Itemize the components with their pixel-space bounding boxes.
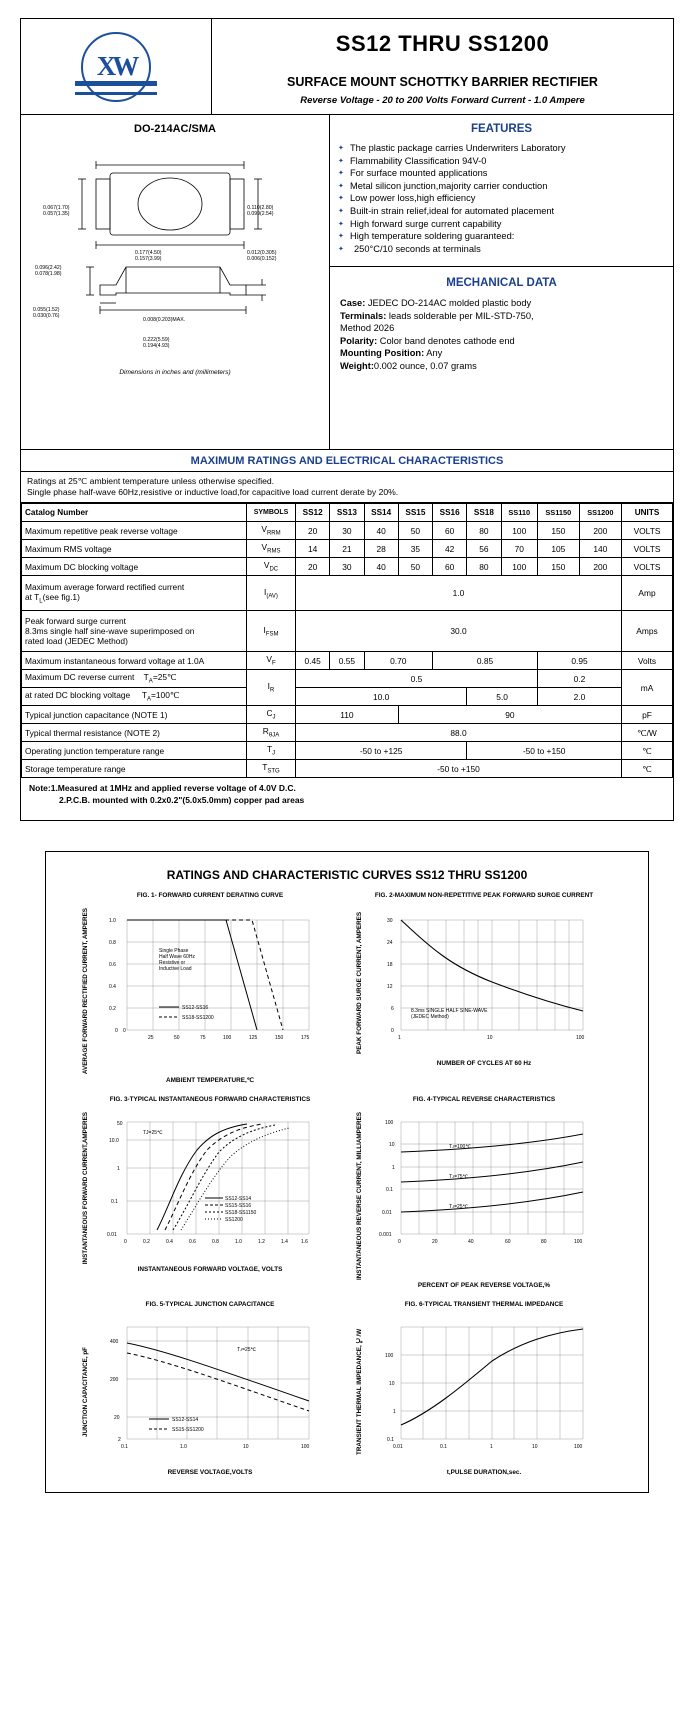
- list-item: ✦ High temperature soldering guaranteed:: [338, 231, 665, 243]
- cell: 150: [537, 522, 579, 540]
- row-units: VOLTS: [622, 558, 673, 576]
- document-header: [21, 19, 673, 115]
- cell: 40: [364, 558, 398, 576]
- row-symbol: $V_{DC}$: [247, 558, 296, 576]
- col-header-symbols: SYMBOLS: [247, 504, 296, 522]
- svg-text:1.2: 1.2: [258, 1239, 265, 1246]
- col-header-ss18: SS18: [467, 504, 501, 522]
- row-symbol: $I_R$: [247, 670, 296, 706]
- mech-label: Mounting Position:: [340, 348, 425, 359]
- mech-label: Polarity:: [340, 335, 378, 346]
- row-param: Peak forward surge current 8.3ms single half sine-wave superimposed on rated load (JEDEC Method): [22, 611, 247, 652]
- row-param: Maximum instantaneous forward voltage at 1.0A: [22, 652, 247, 670]
- svg-text:10: 10: [389, 1142, 395, 1149]
- svg-text:Resistive or: Resistive or: [159, 960, 186, 966]
- col-header-ss1150: SS1150: [537, 504, 579, 522]
- svg-text:0.8: 0.8: [212, 1239, 219, 1246]
- chart-xlabel: INSTANTANEOUS FORWARD VOLTAGE, VOLTS: [137, 1266, 283, 1274]
- dimension-label-4: 0.012(0.305) 0.006(0.152): [247, 250, 277, 262]
- svg-text:TJ=100℃: TJ=100℃: [449, 1144, 471, 1151]
- row-units: mA: [622, 670, 673, 706]
- table-row: [22, 742, 673, 760]
- row-param: Storage temperature range: [22, 760, 247, 778]
- footnotes: [21, 778, 673, 820]
- row-units: pF: [622, 706, 673, 724]
- row-units: VOLTS: [622, 540, 673, 558]
- svg-text:2: 2: [118, 1437, 121, 1444]
- mechanical-data-block: [330, 267, 673, 449]
- col-header-units: UNITS: [622, 504, 673, 522]
- curves-row-2: [46, 1092, 648, 1291]
- row-param: Maximum average forward rectified current at $T_L(see$ fig.1): [22, 576, 247, 611]
- svg-text:1: 1: [398, 1035, 401, 1041]
- svg-text:0.6: 0.6: [189, 1239, 196, 1246]
- features-title: FEATURES: [470, 123, 533, 135]
- svg-text:0.8: 0.8: [109, 940, 116, 946]
- svg-text:0.2: 0.2: [109, 1006, 116, 1012]
- chart-title: FIG. 1- FORWARD CURRENT DERATING CURVE: [136, 892, 284, 899]
- chart-ylabel: INSTANTANEOUS REVERSE CURRENT, MILLIAMPERES: [356, 1112, 363, 1281]
- cell-group: 110: [296, 706, 399, 724]
- svg-text:0.001: 0.001: [379, 1232, 392, 1239]
- dimension-label-3: 0.177(4.50) 0.157(3.99): [135, 250, 162, 262]
- svg-text:0.1: 0.1: [111, 1199, 118, 1206]
- mech-value: JEDEC DO-214AC molded plastic body: [365, 298, 532, 309]
- row-symbol: $V_{RRM}$: [247, 522, 296, 540]
- chart-fig2: [347, 888, 621, 1086]
- svg-text:Half Wave 60Hz: Half Wave 60Hz: [159, 954, 195, 960]
- chart-title: FIG. 3-TYPICAL INSTANTANEOUS FORWARD CHARACTERISTICS: [109, 1096, 311, 1104]
- page-title: SS12 THRU SS1200: [335, 31, 550, 56]
- cell: 14: [296, 540, 330, 558]
- col-header-ss110: SS110: [501, 504, 537, 522]
- cell-group: 0.85: [433, 652, 538, 670]
- chart-plot: [371, 1317, 611, 1467]
- row-symbol: $V_{RMS}$: [247, 540, 296, 558]
- svg-text:125: 125: [249, 1035, 258, 1041]
- chart-fig4: [347, 1092, 621, 1291]
- chart-ylabel: AVERAGE FORWARD RECTIFIED CURRENT, AMPERES: [82, 908, 89, 1075]
- cell: 30: [330, 522, 364, 540]
- mechanical-line: [340, 360, 663, 373]
- table-row: [22, 652, 673, 670]
- svg-text:100: 100: [223, 1035, 232, 1041]
- svg-text:10: 10: [389, 1381, 395, 1388]
- list-item: ✦ The plastic package carries Underwriters Laboratory: [338, 143, 665, 155]
- package-drawing-block: [21, 115, 330, 449]
- svg-text:400: 400: [110, 1339, 119, 1346]
- svg-text:TJ=25℃: TJ=25℃: [143, 1130, 163, 1137]
- row-param: at rated DC blocking voltage $T_A=100℃$: [22, 688, 247, 706]
- chart-ylabel: PEAK FORWARD SURGE CURRENT, AMPERES: [356, 911, 363, 1055]
- chart-title: FIG. 5-TYPICAL JUNCTION CAPACITANCE: [145, 1301, 275, 1309]
- svg-text:40: 40: [468, 1239, 474, 1246]
- svg-text:100: 100: [385, 1353, 394, 1360]
- col-header-catalog: Catalog Number: [22, 504, 247, 522]
- svg-text:0.4: 0.4: [109, 984, 116, 990]
- cell: 50: [398, 522, 432, 540]
- cell: 80: [467, 558, 501, 576]
- cell: 105: [537, 540, 579, 558]
- mechanical-title: MECHANICAL DATA: [446, 277, 557, 290]
- row-symbol: $I_{(AV)}$: [247, 576, 296, 611]
- svg-text:0.2: 0.2: [143, 1239, 150, 1246]
- svg-text:60: 60: [505, 1239, 511, 1246]
- logo-bar-upper: [75, 81, 157, 86]
- cell-group: 90: [398, 706, 621, 724]
- svg-text:8.3ms SINGLE HALF SINE-WAVE: 8.3ms SINGLE HALF SINE-WAVE: [411, 1008, 488, 1014]
- svg-text:SS12-SS16: SS12-SS16: [182, 1005, 209, 1011]
- table-row: [22, 760, 673, 778]
- svg-text:10.0: 10.0: [109, 1138, 119, 1145]
- chart-xlabel: NUMBER OF CYCLES AT 60 Hz: [436, 1060, 532, 1067]
- cell: 140: [579, 540, 621, 558]
- footnote-2: 2.P.C.B. mounted with 0.2x0.2"(5.0x5.0mm) copper pad areas: [59, 794, 305, 805]
- svg-text:20: 20: [114, 1415, 120, 1422]
- table-row: [22, 688, 673, 706]
- cell-group: 0.55: [330, 652, 364, 670]
- curves-title: RATINGS AND CHARACTERISTIC CURVES SS12 THRU SS1200: [166, 868, 528, 882]
- chart-title: FIG. 4-TYPICAL REVERSE CHARACTERISTICS: [412, 1096, 556, 1104]
- datasheet-page: [0, 18, 694, 1493]
- dimension-label-5: 0.096(2.42) 0.078(1.98): [35, 265, 62, 277]
- cell-group: 0.45: [296, 652, 330, 670]
- ratings-note-2: Single phase half-wave 60Hz,resistive or inductive load,for capacitive load current derate by 20%.: [27, 487, 399, 497]
- cell: 56: [467, 540, 501, 558]
- ratings-table: [21, 503, 673, 778]
- cell: 42: [433, 540, 467, 558]
- cell: 60: [433, 558, 467, 576]
- page-subtitle: SURFACE MOUNT SCHOTTKY BARRIER RECTIFIER: [287, 75, 598, 89]
- row-units: ℃/W: [622, 724, 673, 742]
- svg-text:Inductive Load: Inductive Load: [159, 966, 192, 972]
- cell: 20: [296, 522, 330, 540]
- svg-text:0.1: 0.1: [440, 1444, 447, 1451]
- chart-ylabel: INSTANTANEOUS FORWARD CURRENT,AMPERES: [82, 1112, 89, 1265]
- curves-row-3: [46, 1297, 648, 1478]
- ratings-note-1: Ratings at 25℃ ambient temperature unless otherwise specified.: [27, 476, 275, 486]
- chart-plot: [97, 1112, 337, 1262]
- list-item-continued: ✦ Flammability Classification 94V-0: [338, 156, 665, 168]
- svg-text:1.6: 1.6: [301, 1239, 308, 1246]
- svg-text:SS18-SS1200: SS18-SS1200: [182, 1015, 214, 1021]
- mech-label: Weight:: [340, 360, 374, 371]
- specs-column: [330, 115, 673, 449]
- chart-title: FIG. 6-TYPICAL TRANSIENT THERMAL IMPEDANCE: [404, 1301, 564, 1309]
- row-symbol: $T_J$: [247, 742, 296, 760]
- cell: 40: [364, 522, 398, 540]
- svg-text:1.0: 1.0: [109, 918, 116, 924]
- svg-text:100: 100: [574, 1239, 583, 1246]
- chart-fig5: [73, 1297, 347, 1478]
- row-units: ℃: [622, 760, 673, 778]
- svg-text:25: 25: [148, 1035, 154, 1041]
- cell: 200: [579, 558, 621, 576]
- row-symbol: $R_{\theta JA}$: [247, 724, 296, 742]
- row-param: Maximum DC blocking voltage: [22, 558, 247, 576]
- chart-ylabel: TRANSIENT THERMAL IMPEDANCE, ℃/W: [356, 1329, 363, 1456]
- chart-xlabel: REVERSE VOLTAGE,VOLTS: [167, 1469, 253, 1477]
- svg-text:1.0: 1.0: [235, 1239, 242, 1246]
- row-param: Maximum DC reverse current $T_A=25℃$: [22, 670, 247, 688]
- svg-text:0: 0: [123, 1028, 126, 1034]
- dimension-label-7: 0.008(0.203)MAX.: [143, 317, 186, 323]
- features-list: [338, 143, 665, 255]
- svg-text:10: 10: [532, 1444, 538, 1451]
- svg-text:0: 0: [115, 1028, 118, 1034]
- table-row: [22, 724, 673, 742]
- cell-group: 5.0: [467, 688, 538, 706]
- svg-text:50: 50: [174, 1035, 180, 1041]
- svg-text:0.01: 0.01: [382, 1210, 392, 1217]
- svg-text:150: 150: [275, 1035, 284, 1041]
- svg-text:SS15-SS16: SS15-SS16: [225, 1203, 252, 1210]
- mech-value: 0.002 ounce, 0.07 grams: [373, 360, 477, 371]
- svg-text:0.1: 0.1: [386, 1187, 393, 1194]
- chart-fig6: [347, 1297, 621, 1478]
- datasheet-sheet-2: [45, 851, 649, 1493]
- chart-title: FIG. 2-MAXIMUM NON-REPETITIVE PEAK FORWARD SURGE CURRENT: [374, 892, 594, 899]
- svg-text:200: 200: [110, 1377, 119, 1384]
- svg-text:100: 100: [576, 1035, 585, 1041]
- list-item: ✦ Metal silicon junction,majority carrier conduction: [338, 181, 665, 193]
- mech-value: Any: [424, 348, 443, 359]
- company-logo-icon: [81, 32, 151, 102]
- col-header-ss15: SS15: [398, 504, 432, 522]
- row-param: Operating junction temperature range: [22, 742, 247, 760]
- svg-text:TJ=25℃: TJ=25℃: [237, 1347, 257, 1354]
- col-header-ss14: SS14: [364, 504, 398, 522]
- row-param: Maximum RMS voltage: [22, 540, 247, 558]
- page-subtitle-2: Reverse Voltage - 20 to 200 Volts Forward Current - 1.0 Ampere: [300, 95, 585, 106]
- list-item: ✦ High forward surge current capability: [338, 219, 665, 231]
- features-block: [330, 115, 673, 267]
- svg-text:24: 24: [387, 940, 393, 946]
- chart-xlabel: t,PULSE DURATION,sec.: [446, 1469, 522, 1477]
- svg-text:20: 20: [432, 1239, 438, 1246]
- list-item-continued: ✦ 250°C/10 seconds at terminals: [338, 244, 665, 256]
- package-title: DO-214AC/SMA: [134, 123, 216, 135]
- svg-text:1: 1: [117, 1166, 120, 1173]
- cell-group: -50 to +125: [296, 742, 467, 760]
- mech-label: Terminals:: [340, 310, 387, 321]
- mechanical-line: [340, 322, 663, 335]
- dimension-label-1: 0.067(1.70) 0.057(1.35): [43, 205, 70, 217]
- cell: 30: [330, 558, 364, 576]
- svg-text:0.01: 0.01: [393, 1444, 403, 1451]
- svg-text:10: 10: [487, 1035, 493, 1041]
- chart-fig1: [73, 888, 347, 1086]
- cell-span: -50 to +150: [296, 760, 622, 778]
- cell-group: 0.2: [537, 670, 621, 688]
- svg-text:30: 30: [387, 918, 393, 924]
- cell-span: 88.0: [296, 724, 622, 742]
- svg-text:10: 10: [243, 1444, 249, 1451]
- svg-text:6: 6: [391, 1006, 394, 1012]
- svg-text:1: 1: [392, 1165, 395, 1172]
- cell-span: 1.0: [296, 576, 622, 611]
- svg-text:75: 75: [200, 1035, 206, 1041]
- package-and-specs: [21, 115, 673, 450]
- mech-value: Method 2026: [340, 323, 395, 334]
- chart-ylabel: JUNCTION CAPACITANCE, pF: [82, 1347, 89, 1438]
- svg-text:175: 175: [301, 1035, 310, 1041]
- chart-plot: [371, 1112, 611, 1262]
- svg-text:SS18-SS1150: SS18-SS1150: [225, 1210, 257, 1217]
- svg-text:(JEDEC Method): (JEDEC Method): [411, 1014, 449, 1020]
- mech-value: Color band denotes cathode end: [377, 335, 515, 346]
- ratings-note: [21, 472, 673, 503]
- svg-text:0.1: 0.1: [387, 1437, 394, 1444]
- cell: 35: [398, 540, 432, 558]
- datasheet-sheet-1: [20, 18, 674, 821]
- svg-text:12: 12: [387, 984, 393, 990]
- table-header-row: [22, 504, 673, 522]
- row-symbol: $C_J$: [247, 706, 296, 724]
- cell: 20: [296, 558, 330, 576]
- svg-text:SS1200: SS1200: [225, 1217, 243, 1224]
- row-symbol: $T_{STG}$: [247, 760, 296, 778]
- package-outline-svg: [30, 145, 320, 405]
- chart-fig3: [73, 1092, 347, 1291]
- cell-group: -50 to +150: [467, 742, 622, 760]
- svg-text:0.6: 0.6: [109, 962, 116, 968]
- svg-text:18: 18: [387, 962, 393, 968]
- curves-row-1: [46, 888, 648, 1086]
- row-units: Amps: [622, 611, 673, 652]
- table-row: [22, 540, 673, 558]
- svg-text:0: 0: [398, 1239, 401, 1246]
- table-row: [22, 670, 673, 688]
- cell: 150: [537, 558, 579, 576]
- svg-text:1: 1: [490, 1444, 493, 1451]
- svg-text:TJ=25℃: TJ=25℃: [449, 1204, 469, 1211]
- table-row: [22, 706, 673, 724]
- row-symbol: $I_{FSM}$: [247, 611, 296, 652]
- col-header-ss1200: SS1200: [579, 504, 621, 522]
- list-item: ✦ Low power loss,high efficiency: [338, 193, 665, 205]
- svg-text:1.0: 1.0: [180, 1444, 187, 1451]
- cell: 80: [467, 522, 501, 540]
- col-header-ss13: SS13: [330, 504, 364, 522]
- cell: 21: [330, 540, 364, 558]
- svg-text:0.4: 0.4: [166, 1239, 173, 1246]
- col-header-ss16: SS16: [433, 504, 467, 522]
- chart-plot: [97, 908, 337, 1058]
- footnote-1: Note:1.Measured at 1MHz and applied reverse voltage of 4.0V D.C.: [29, 783, 296, 793]
- logo-cell: [21, 19, 212, 114]
- svg-text:100: 100: [301, 1444, 310, 1451]
- dimension-label-8: 0.222(5.59) 0.194(4.93): [143, 337, 170, 349]
- col-header-ss12: SS12: [296, 504, 330, 522]
- header-text: [212, 19, 673, 114]
- cell: 50: [398, 558, 432, 576]
- row-units: Amp: [622, 576, 673, 611]
- svg-text:SS15-SS1200: SS15-SS1200: [172, 1427, 204, 1434]
- cell-group: 2.0: [537, 688, 621, 706]
- row-param: Maximum repetitive peak reverse voltage: [22, 522, 247, 540]
- package-drawing: [25, 145, 325, 445]
- svg-text:Single Phase: Single Phase: [159, 948, 189, 954]
- row-units: ℃: [622, 742, 673, 760]
- svg-text:0: 0: [391, 1028, 394, 1034]
- mechanical-line: [340, 310, 663, 323]
- cell-group: 0.5: [296, 670, 538, 688]
- svg-text:100: 100: [574, 1444, 583, 1451]
- table-row: [22, 576, 673, 611]
- cell: 60: [433, 522, 467, 540]
- cell-span: 30.0: [296, 611, 622, 652]
- list-item: ✦ Built-in strain relief,ideal for automated placement: [338, 206, 665, 218]
- row-units: VOLTS: [622, 522, 673, 540]
- dimension-note: Dimensions in inches and (millimeters): [119, 369, 231, 376]
- svg-text:SS12-SS14: SS12-SS14: [225, 1196, 252, 1203]
- row-symbol: $V_F$: [247, 652, 296, 670]
- cell: 200: [579, 522, 621, 540]
- cell-group: 0.70: [364, 652, 433, 670]
- cell-group: 0.95: [537, 652, 621, 670]
- cell: 70: [501, 540, 537, 558]
- chart-xlabel: AMBIENT TEMPERATURE,℃: [165, 1077, 254, 1085]
- table-row: [22, 522, 673, 540]
- svg-text:1: 1: [393, 1409, 396, 1416]
- cell: 28: [364, 540, 398, 558]
- svg-text:50: 50: [117, 1121, 123, 1128]
- list-item: ✦ For surface mounted applications: [338, 168, 665, 180]
- table-row: [22, 611, 673, 652]
- cell: 100: [501, 558, 537, 576]
- cell: 100: [501, 522, 537, 540]
- chart-xlabel: PERCENT OF PEAK REVERSE VOLTAGE,%: [417, 1282, 551, 1290]
- svg-text:80: 80: [541, 1239, 547, 1246]
- mechanical-line: [340, 347, 663, 360]
- mechanical-line: [340, 335, 663, 348]
- dimension-label-2: 0.110(2.80) 0.099(2.54): [247, 205, 274, 217]
- mech-label: Case:: [340, 298, 366, 309]
- dimension-label-6: 0.055(1.52) 0.030(0.76): [33, 307, 60, 319]
- svg-text:0.01: 0.01: [107, 1232, 117, 1239]
- svg-text:0.1: 0.1: [121, 1444, 128, 1451]
- svg-text:100: 100: [385, 1120, 394, 1127]
- svg-text:0: 0: [124, 1239, 127, 1246]
- mech-value: leads solderable per MIL-STD-750,: [386, 310, 534, 321]
- row-units: Volts: [622, 652, 673, 670]
- cell-group: 10.0: [296, 688, 467, 706]
- ratings-title: MAXIMUM RATINGS AND ELECTRICAL CHARACTERISTICS: [21, 450, 673, 472]
- row-param: Typical junction capacitance (NOTE 1): [22, 706, 247, 724]
- row-param: Typical thermal resistance (NOTE 2): [22, 724, 247, 742]
- svg-text:1.4: 1.4: [281, 1239, 288, 1246]
- logo-letters: XW: [96, 51, 136, 81]
- chart-plot: [371, 908, 611, 1058]
- chart-plot: [97, 1317, 337, 1467]
- table-row: [22, 558, 673, 576]
- mechanical-line: [340, 297, 663, 310]
- svg-text:SS12-SS14: SS12-SS14: [172, 1417, 199, 1424]
- logo-bar-lower: [75, 92, 157, 95]
- svg-text:TJ=75℃: TJ=75℃: [449, 1174, 469, 1181]
